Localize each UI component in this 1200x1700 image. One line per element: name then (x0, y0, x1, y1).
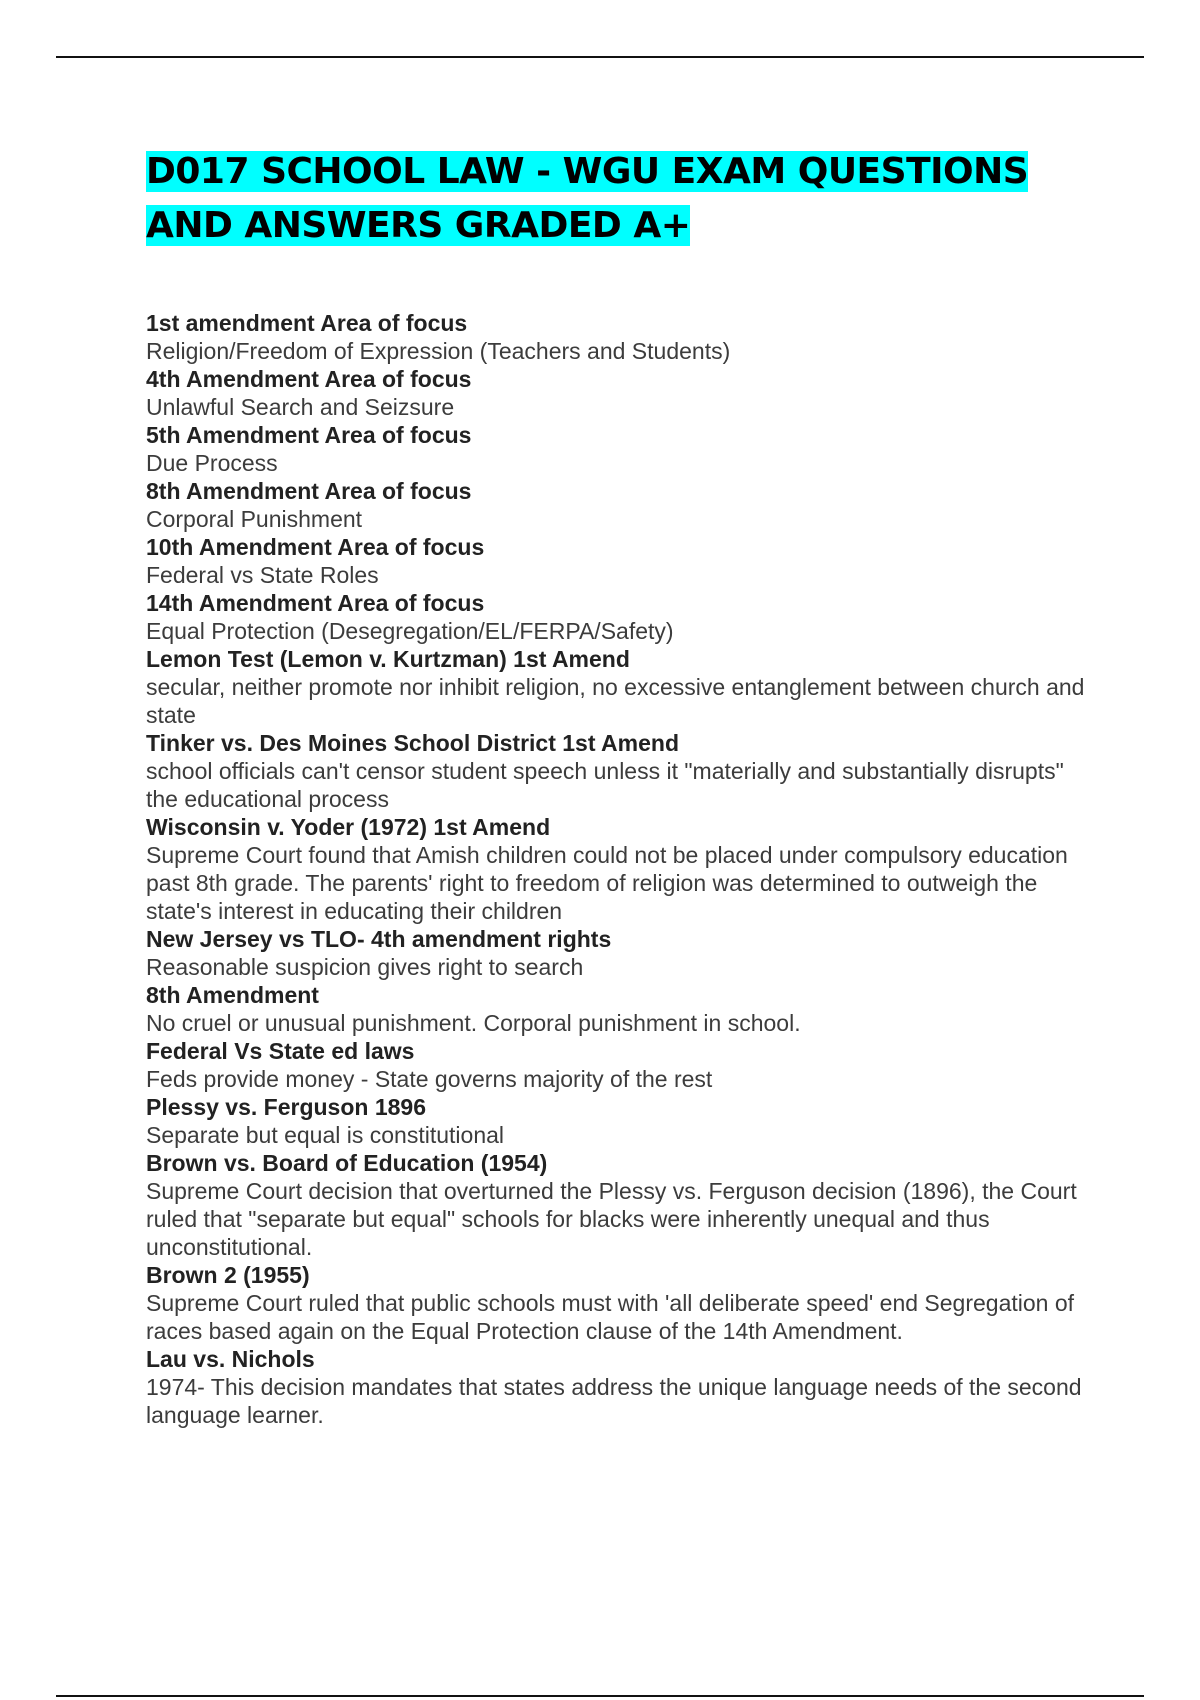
qa-item (146, 477, 1096, 533)
answer: Feds provide money - State governs majority of the rest (146, 1066, 713, 1092)
question: 1st amendment Area of focus (146, 310, 468, 336)
qa-item (146, 1345, 1096, 1429)
question: Tinker vs. Des Moines School District 1st Amend (146, 730, 679, 756)
question: 8th Amendment Area of focus (146, 478, 472, 504)
answer: Religion/Freedom of Expression (Teachers and Students) (146, 338, 731, 364)
question: 4th Amendment Area of focus (146, 366, 472, 392)
answer: Separate but equal is constitutional (146, 1122, 505, 1148)
qa-item (146, 981, 1096, 1037)
question: Lau vs. Nichols (146, 1346, 315, 1372)
question: 10th Amendment Area of focus (146, 534, 485, 560)
question: Lemon Test (Lemon v. Kurtzman) 1st Amend (146, 646, 630, 672)
top-rule (56, 56, 1144, 58)
answer: No cruel or unusual punishment. Corporal punishment in school. (146, 1010, 801, 1036)
qa-item (146, 1093, 1096, 1149)
qa-item (146, 533, 1096, 589)
answer: secular, neither promote nor inhibit religion, no excessive entanglement between church and state (146, 674, 1085, 728)
answer: Federal vs State Roles (146, 562, 379, 588)
qa-item (146, 925, 1096, 981)
question: Wisconsin v. Yoder (1972) 1st Amend (146, 814, 551, 840)
question: Federal Vs State ed laws (146, 1038, 415, 1064)
question: New Jersey vs TLO- 4th amendment rights (146, 926, 612, 952)
qa-item (146, 421, 1096, 477)
answer: Unlawful Search and Seizsure (146, 394, 455, 420)
answer: school officials can't censor student speech unless it "materially and substantially disrupts" the educational process (146, 758, 1064, 812)
qa-item (146, 309, 1096, 365)
title-highlight: D017 SCHOOL LAW - WGU EXAM QUESTIONS AND ANSWERS GRADED A+ (146, 151, 1029, 246)
answer: Supreme Court decision that overturned the Plessy vs. Ferguson decision (1896), the Court ruled that "separate but equal" schools for blacks were inherently unequal and thus unconstitutional. (146, 1178, 1077, 1260)
answer: Reasonable suspicion gives right to search (146, 954, 584, 980)
question: 5th Amendment Area of focus (146, 422, 472, 448)
question: 8th Amendment (146, 982, 319, 1008)
answer: Due Process (146, 450, 278, 476)
qa-item (146, 1261, 1096, 1345)
qa-item (146, 365, 1096, 421)
answer: Supreme Court found that Amish children could not be placed under compulsory education past 8th grade. The parents' right to freedom of religion was determined to outweigh the state's interest in educating their children (146, 842, 1068, 924)
bottom-rule (56, 1695, 1144, 1697)
question: Brown 2 (1955) (146, 1262, 310, 1288)
qa-item (146, 813, 1096, 925)
qa-item (146, 1149, 1096, 1261)
qa-item (146, 729, 1096, 813)
qa-item (146, 589, 1096, 645)
page-title (146, 145, 1086, 253)
question: Brown vs. Board of Education (1954) (146, 1150, 548, 1176)
answer: Equal Protection (Desegregation/EL/FERPA/Safety) (146, 618, 674, 644)
answer: 1974- This decision mandates that states address the unique language needs of the second language learner. (146, 1374, 1082, 1428)
qa-list (146, 309, 1096, 1429)
question: 14th Amendment Area of focus (146, 590, 485, 616)
answer: Supreme Court ruled that public schools must with 'all deliberate speed' end Segregation of races based again on the Equal Protection clause of the 14th Amendment. (146, 1290, 1075, 1344)
answer: Corporal Punishment (146, 506, 363, 532)
qa-item (146, 1037, 1096, 1093)
title-block (146, 145, 1086, 253)
question: Plessy vs. Ferguson 1896 (146, 1094, 426, 1120)
qa-item (146, 645, 1096, 729)
